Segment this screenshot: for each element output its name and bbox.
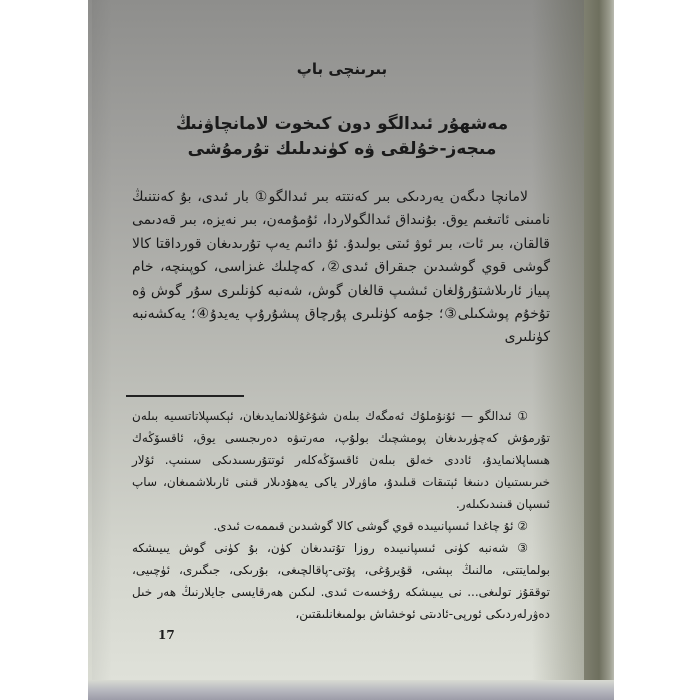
page-number: 17 — [158, 628, 175, 642]
footnotes — [132, 405, 550, 625]
footnote-1: ① ئىدالگو — ئۇنۇملۇك ئەمگەك بىلەن شۇغۇللانمايدىغان، ئېكسپلاتاتسىيە بىلەن تۇرمۇش كەچۈرىدىغان پومشچىك بولۇپ، مەرتىۋە دەرىجىسى يوق، ئاقسۆڭەك ھىساپلانمايدۇ، ئاددى خەلق بىلەن ئاقسۆڭەكلەر ئوتتۇرىسىدىكى سىنىپ. ئۇلار خىرىستىيان دىنىغا ئېتىقات قىلىدۇ، ماۋرلار ياكى يەھۇدىلار قىنى ئارىلاشمىغان، ساپ ئىسپان قىنىدىكىلەر. — [132, 409, 550, 511]
title-line-1: مەشھۇر ئىدالگو دون كىخوت لامانچاۋنىڭ — [175, 114, 509, 134]
footnote-separator — [126, 395, 244, 397]
body-text — [132, 186, 550, 350]
title-line-2: مىجەز-خۇلقى ۋە كۈندىلىك تۇرمۇشى — [187, 139, 497, 159]
chapter-heading: بىرىنچى باپ — [296, 60, 388, 78]
footnote-2: ② ئۇ چاغدا ئىسپانىيىدە قوي گوشى كالا گوشىدىن قىممەت ئىدى. — [213, 519, 528, 533]
page-gutter-shadow — [584, 0, 614, 700]
page-bottom-edge — [88, 680, 614, 700]
body-paragraph: لامانچا دىگەن يەردىكى بىر كەنتتە بىر ئىدالگو① بار ئىدى، بۇ كەنتنىڭ نامىنى ئاتىغىم يوق. بۇنىداق ئىدالگولاردا، ئۇمۇمەن، بىر نەيزە، بىر قەدىمى قالقان، بىر ئات، بىر ئوۋ ئىتى بولىدۇ. ئۇ دائىم يەپ تۇرىدىغان قورداقتا كالا گوشى قوي گوشىدىن جىقراق ئىدى②، كەچلىك غىزاسى، كوپىنچە، خام پىياز ئارىلاشتۇرۇلغان ئىشىپ قالغان گوش، شەنبە كۈنلىرى سۇر گوش ۋە تۇخۇم پوشكىلى③؛ جۇمە كۈنلىرى پۇرچاق پىشۇرۇپ يەيدۇ④؛ يەكشەنبە كۈنلىرى — [132, 189, 550, 346]
book-photo — [88, 0, 614, 700]
chapter-title — [112, 112, 572, 162]
footnote-3: ③ شەنبە كۈنى ئىسپانىيىدە روزا تۇتىدىغان كۈن، بۇ كۈنى گوش يىيىشكە بولمايتتى، مالنىڭ بېشى، قۇيرۇغى، پۇتى-پاقالچىغى، بۇرىكى، جىگىرى، ئۈچىيى، توققۇز تولىغى... نى يىيىشكە رۇخسەت ئىدى. لىكىن ھەرقايسى جايلارنىڭ ھەر خىل دەۋرلەردىكى ئورپى-ئادىتى ئوخشاش بولمىغانلىقتىن، — [132, 541, 550, 621]
book-page — [92, 0, 592, 690]
